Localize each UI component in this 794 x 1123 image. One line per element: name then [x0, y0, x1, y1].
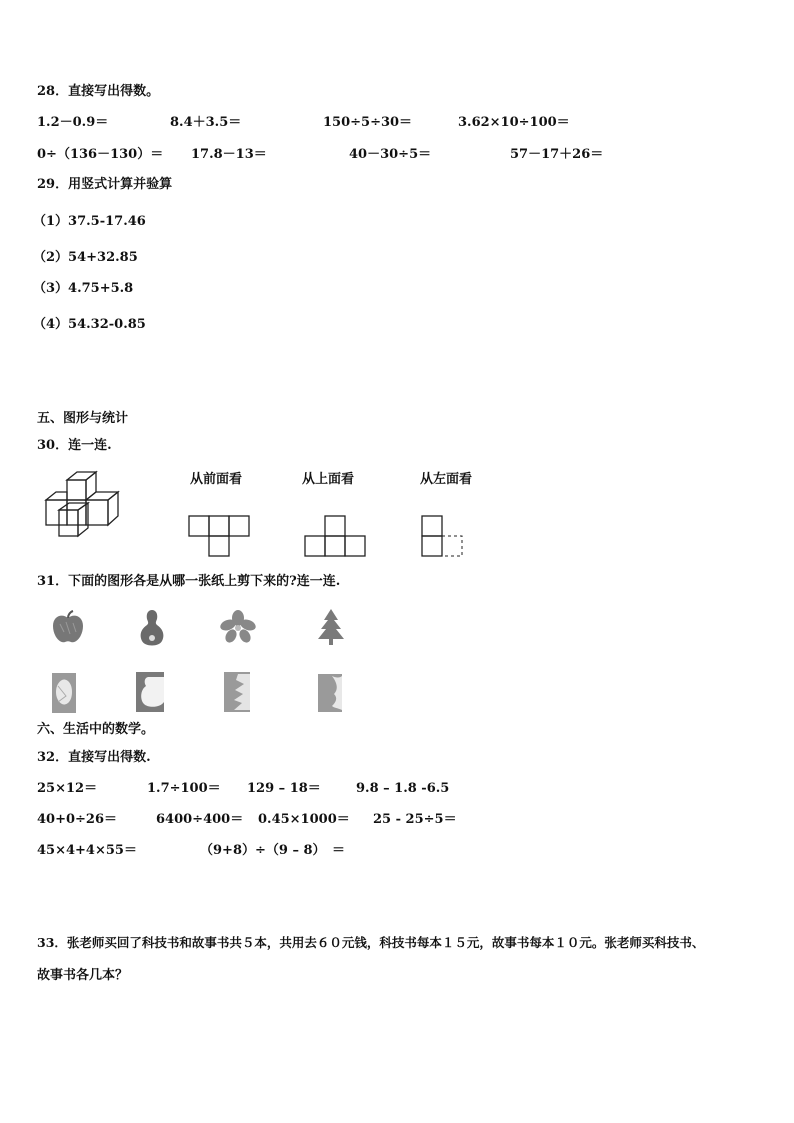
flower-shape	[220, 610, 256, 644]
q28-title: 28．直接写出得数。	[37, 84, 160, 99]
q28-r1-2: 8.4＋3.5＝	[170, 115, 242, 130]
q28-r2-2: 17.8－13＝	[191, 147, 267, 162]
q29-item-1: （1）37.5-17.46	[33, 214, 146, 229]
section6-title: 六、生活中的数学。	[37, 722, 155, 737]
q29-item-4: （4）54.32-0.85	[33, 317, 146, 332]
paper-3-shape	[222, 670, 252, 714]
view-label-left: 从左面看	[420, 472, 473, 487]
section5-title: 五、图形与统计	[37, 411, 129, 426]
paper-4-shape	[316, 670, 346, 714]
view-label-top: 从上面看	[302, 472, 355, 487]
q32-r1-4: 9.8 – 1.8 -6.5	[356, 781, 450, 796]
q32-r1-1: 25×12＝	[37, 781, 98, 796]
q29-item-2: （2）54+32.85	[33, 250, 138, 265]
tree-shape	[316, 608, 346, 646]
q33-line1: 33．张老师买回了科技书和故事书共５本，共用去６０元钱，科技书每本１５元，故事书每本１０元。张老师买科技书、	[37, 935, 705, 950]
q32-r1-2: 1.7÷100＝	[147, 781, 221, 796]
q32-r2-2: 6400÷400＝	[156, 812, 244, 827]
q30-title: 30．连一连.	[37, 438, 112, 453]
q32-r2-3: 0.45×1000＝	[258, 812, 350, 827]
q29-item-3: （3）4.75+5.8	[33, 281, 134, 296]
q32-r2-4: 25 - 25÷5＝	[373, 812, 457, 827]
q33-line2: 故事书各几本？	[37, 968, 129, 983]
paper-1-shape	[50, 672, 80, 714]
q28-r2-3: 40－30÷5＝	[349, 147, 432, 162]
view-label-front: 从前面看	[190, 472, 243, 487]
q28-r1-1: 1.2－0.9＝	[37, 115, 109, 130]
q28-r1-3: 150÷5÷30＝	[323, 115, 413, 130]
apple-shape	[50, 610, 86, 646]
q28-r2-4: 57－17＋26＝	[510, 147, 604, 162]
front-view-shape	[188, 515, 253, 560]
q28-r2-1: 0÷（136－130）＝	[37, 147, 164, 162]
q31-title: 31．下面的图形各是从哪一张纸上剪下来的?连一连.	[37, 574, 341, 589]
left-view-shape	[421, 515, 466, 560]
cube-stack-figure	[42, 470, 137, 540]
gourd-shape	[136, 608, 168, 648]
top-view-shape	[304, 515, 369, 560]
q32-title: 32．直接写出得数.	[37, 750, 151, 765]
q32-r3-1: 45×4+4×55＝	[37, 843, 137, 858]
q32-r2-1: 40+0÷26＝	[37, 812, 118, 827]
q29-title: 29．用竖式计算并验算	[37, 177, 173, 192]
q28-r1-4: 3.62×10÷100＝	[458, 115, 570, 130]
q32-r1-3: 129 – 18＝	[247, 781, 321, 796]
q32-r3-2: （9+8）÷（9 – 8） ＝	[200, 843, 346, 858]
paper-2-shape	[134, 670, 168, 714]
